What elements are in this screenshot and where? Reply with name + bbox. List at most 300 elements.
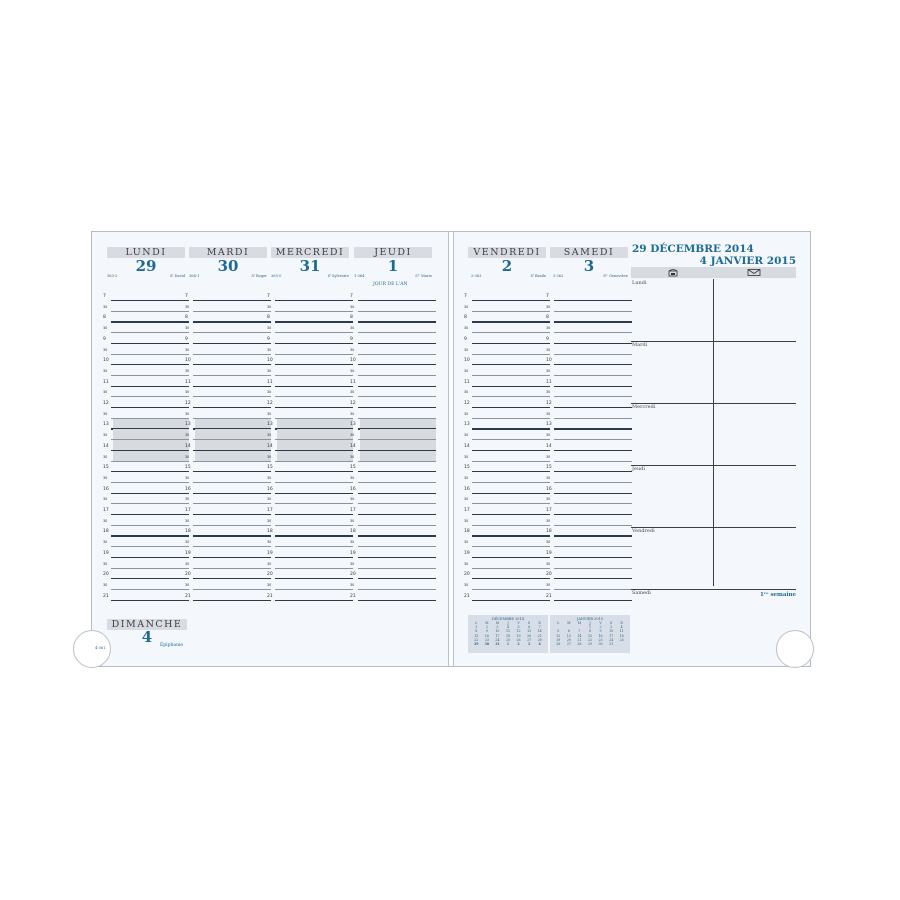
time-slot-line[interactable] xyxy=(275,546,353,547)
hour-label: 13 xyxy=(103,422,109,428)
time-slot-line[interactable] xyxy=(554,461,632,462)
time-slot-line[interactable] xyxy=(472,343,550,344)
time-slot-line[interactable] xyxy=(111,396,189,397)
time-slot-line[interactable] xyxy=(193,300,271,301)
mini-calendar-title: JANVIER 2015 xyxy=(576,617,604,621)
time-slot-line[interactable] xyxy=(111,557,189,558)
day-header-6: SAMEDI xyxy=(550,247,628,258)
mini-day: 2 xyxy=(517,642,520,647)
holiday-label: JOUR DE L'AN xyxy=(373,282,408,287)
mini-day: 6 xyxy=(528,625,531,630)
time-slot-line[interactable] xyxy=(275,332,353,333)
hour-label: 18 xyxy=(103,529,109,535)
mini-day: 31 xyxy=(609,642,614,647)
mini-calendar-title: DÉCEMBRE 2014 xyxy=(492,617,524,621)
time-slot-line[interactable] xyxy=(358,300,436,301)
time-slot-line[interactable] xyxy=(358,354,436,355)
mini-weekday: M xyxy=(577,621,582,625)
time-slot-line[interactable] xyxy=(358,332,436,333)
planner-spread xyxy=(91,231,811,667)
mini-day: 3 xyxy=(496,625,499,630)
mini-day: 11 xyxy=(619,629,624,634)
time-slot-line[interactable] xyxy=(275,461,353,462)
saint-name: Sᵗ Sylvestre xyxy=(327,274,349,278)
hour-label: 30 xyxy=(103,433,108,438)
mini-day: 31 xyxy=(495,642,500,647)
time-slot-line[interactable] xyxy=(275,343,353,344)
time-slot-line[interactable] xyxy=(111,343,189,344)
time-slot-line[interactable] xyxy=(358,525,436,526)
hour-label: 30 xyxy=(546,561,551,566)
time-slot-line[interactable] xyxy=(193,321,271,322)
time-slot-line[interactable] xyxy=(111,311,189,312)
time-slot-line[interactable] xyxy=(111,535,189,536)
time-slot-line[interactable] xyxy=(111,525,189,526)
hour-label: 8 xyxy=(103,315,106,321)
time-slot-line[interactable] xyxy=(275,482,353,483)
time-slot-line[interactable] xyxy=(275,514,353,515)
mini-day: 1 xyxy=(588,625,591,630)
time-slot-line[interactable] xyxy=(472,300,550,301)
hour-label: 18 xyxy=(350,529,356,535)
time-slot-line[interactable] xyxy=(193,311,271,312)
hour-label: 18 xyxy=(267,529,273,535)
hour-label: 30 xyxy=(464,518,469,523)
time-slot-line[interactable] xyxy=(111,386,189,387)
time-slot-line[interactable] xyxy=(358,493,436,494)
hour-label: 30 xyxy=(546,433,551,438)
time-slot-line[interactable] xyxy=(554,439,632,440)
day-number: 2 xyxy=(501,257,513,275)
mini-day: 2 xyxy=(599,625,602,630)
time-slot-line[interactable] xyxy=(275,503,353,504)
time-slot-line[interactable] xyxy=(193,354,271,355)
mini-day: 29 xyxy=(587,642,592,647)
time-slot-line[interactable] xyxy=(472,493,550,494)
time-slot-line[interactable] xyxy=(554,503,632,504)
time-slot-line[interactable] xyxy=(472,354,550,355)
time-slot-line[interactable] xyxy=(193,568,271,569)
hour-label: 8 xyxy=(350,315,353,321)
time-slot-line[interactable] xyxy=(358,321,436,322)
mini-day: 11 xyxy=(505,629,510,634)
time-slot-line[interactable] xyxy=(111,375,189,376)
day-header-sunday: DIMANCHE xyxy=(107,619,187,630)
hour-label: 8 xyxy=(185,315,188,321)
time-slot-line[interactable] xyxy=(193,482,271,483)
week-day-label: Jeudi xyxy=(632,466,645,472)
hour-label: 30 xyxy=(185,411,190,416)
time-slot-line[interactable] xyxy=(554,525,632,526)
hour-label: 17 xyxy=(103,508,109,513)
mini-day: 14 xyxy=(577,633,582,638)
time-slot-line[interactable] xyxy=(275,354,353,355)
time-slot-line[interactable] xyxy=(554,343,632,344)
mini-day: 15 xyxy=(587,633,592,638)
hour-label: 16 xyxy=(185,486,191,492)
time-slot-line[interactable] xyxy=(472,407,550,408)
mini-day: 25 xyxy=(505,637,510,642)
hour-label: 14 xyxy=(103,443,109,449)
time-slot-line[interactable] xyxy=(554,321,632,322)
day-number: 31 xyxy=(299,257,321,275)
mini-day: 29 xyxy=(474,642,479,647)
time-slot-line[interactable] xyxy=(358,461,436,462)
time-slot-line[interactable] xyxy=(358,557,436,558)
time-slot-line[interactable] xyxy=(275,557,353,558)
time-slot-line[interactable] xyxy=(554,300,632,301)
mini-day: 19 xyxy=(516,633,521,638)
mini-day: 13 xyxy=(566,633,571,638)
time-slot-line[interactable] xyxy=(111,493,189,494)
hour-label: 8 xyxy=(464,315,467,321)
hour-label: 13 xyxy=(350,422,356,428)
time-slot-line[interactable] xyxy=(193,386,271,387)
time-slot-line[interactable] xyxy=(275,321,353,322)
time-slot-line[interactable] xyxy=(358,578,436,579)
hour-label: 30 xyxy=(464,454,469,459)
mini-weekday: M xyxy=(495,621,500,625)
hour-label: 30 xyxy=(464,582,469,587)
time-slot-line[interactable] xyxy=(554,364,632,365)
time-slot-line[interactable] xyxy=(275,600,353,601)
time-slot-line[interactable] xyxy=(193,493,271,494)
hour-label: 20 xyxy=(546,572,552,578)
day-header-2: MARDI xyxy=(189,247,267,258)
time-slot-line[interactable] xyxy=(193,375,271,376)
time-slot-line[interactable] xyxy=(554,471,632,472)
time-slot-line[interactable] xyxy=(111,321,189,322)
time-slot-line[interactable] xyxy=(472,364,550,365)
hour-label: 30 xyxy=(185,368,190,373)
time-slot-line[interactable] xyxy=(554,418,632,419)
time-slot-line[interactable] xyxy=(275,386,353,387)
time-slot-line[interactable] xyxy=(472,514,550,515)
hour-label: 11 xyxy=(185,379,191,385)
time-slot-line[interactable] xyxy=(193,514,271,515)
week-row-divider xyxy=(631,589,796,590)
time-slot-line[interactable] xyxy=(554,589,632,590)
hour-label: 30 xyxy=(350,326,355,331)
hour-label: 16 xyxy=(267,486,273,492)
time-slot-line[interactable] xyxy=(554,386,632,387)
time-slot-line[interactable] xyxy=(554,311,632,312)
week-day-label: Mardi xyxy=(632,342,648,348)
time-slot-line[interactable] xyxy=(554,600,632,601)
saint-name: Sᵗᵉ Marie xyxy=(415,274,432,278)
mini-day: 3 xyxy=(527,642,531,647)
time-slot-line[interactable] xyxy=(193,471,271,472)
hour-label: 30 xyxy=(267,475,272,480)
time-slot-line[interactable] xyxy=(111,332,189,333)
time-slot-line[interactable] xyxy=(472,525,550,526)
mini-day: 4 xyxy=(620,625,623,630)
hour-label: 15 xyxy=(103,465,109,471)
time-slot-line[interactable] xyxy=(111,364,189,365)
time-slot-line[interactable] xyxy=(193,407,271,408)
time-slot-line[interactable] xyxy=(111,503,189,504)
time-slot-line[interactable] xyxy=(275,375,353,376)
hour-label: 21 xyxy=(103,593,109,599)
time-slot-line[interactable] xyxy=(554,396,632,397)
time-slot-line[interactable] xyxy=(275,311,353,312)
time-slot-line[interactable] xyxy=(472,589,550,590)
time-slot-line[interactable] xyxy=(472,439,550,440)
time-slot-line[interactable] xyxy=(358,600,436,601)
mini-day: 20 xyxy=(527,633,532,638)
time-slot-line[interactable] xyxy=(554,482,632,483)
time-slot-line[interactable] xyxy=(554,332,632,333)
hour-label: 30 xyxy=(185,347,190,352)
hour-label: 30 xyxy=(350,582,355,587)
time-slot-line[interactable] xyxy=(358,386,436,387)
time-slot-line[interactable] xyxy=(275,535,353,536)
hour-label: 30 xyxy=(103,347,108,352)
time-slot-line[interactable] xyxy=(554,493,632,494)
time-slot-line[interactable] xyxy=(358,546,436,547)
hour-label: 30 xyxy=(267,497,272,502)
mini-day: 21 xyxy=(537,633,542,638)
time-slot-line[interactable] xyxy=(358,471,436,472)
time-slot-line[interactable] xyxy=(111,600,189,601)
mini-day: 25 xyxy=(619,637,624,642)
time-slot-line[interactable] xyxy=(275,589,353,590)
time-slot-line[interactable] xyxy=(472,535,550,536)
time-slot-line[interactable] xyxy=(358,311,436,312)
hour-label: 30 xyxy=(103,304,108,309)
time-slot-line[interactable] xyxy=(554,514,632,515)
time-slot-line[interactable] xyxy=(358,482,436,483)
time-slot-line[interactable] xyxy=(554,568,632,569)
hour-label: 15 xyxy=(267,465,273,471)
hour-label: 9 xyxy=(546,336,549,342)
saint-name: Sᵗᵉ Geneviève xyxy=(603,274,628,278)
time-slot-line[interactable] xyxy=(193,525,271,526)
hour-label: 19 xyxy=(267,550,273,556)
time-slot-line[interactable] xyxy=(554,546,632,547)
mini-day: 3 xyxy=(610,625,613,630)
time-slot-line[interactable] xyxy=(275,300,353,301)
mini-day: 1 xyxy=(506,642,510,647)
time-slot-line[interactable] xyxy=(193,503,271,504)
time-slot-line[interactable] xyxy=(472,568,550,569)
time-slot-line[interactable] xyxy=(358,343,436,344)
time-slot-line[interactable] xyxy=(554,375,632,376)
hour-label: 30 xyxy=(546,326,551,331)
time-slot-line[interactable] xyxy=(554,535,632,536)
time-slot-line[interactable] xyxy=(111,471,189,472)
hour-label: 30 xyxy=(350,540,355,545)
time-slot-line[interactable] xyxy=(472,386,550,387)
time-slot-line[interactable] xyxy=(275,568,353,569)
hour-label: 21 xyxy=(185,593,191,599)
time-slot-line[interactable] xyxy=(111,407,189,408)
time-slot-line[interactable] xyxy=(472,471,550,472)
time-slot-line[interactable] xyxy=(111,514,189,515)
week-title-start: 29 DÉCEMBRE 2014 xyxy=(632,243,754,255)
time-slot-line[interactable] xyxy=(472,418,550,419)
time-slot-line[interactable] xyxy=(554,557,632,558)
mini-day: 17 xyxy=(609,633,614,638)
time-slot-line[interactable] xyxy=(275,578,353,579)
time-slot-line[interactable] xyxy=(358,364,436,365)
hour-label: 30 xyxy=(350,347,355,352)
time-slot-line[interactable] xyxy=(358,514,436,515)
time-slot-line[interactable] xyxy=(472,600,550,601)
mini-day xyxy=(617,642,626,646)
time-slot-line[interactable] xyxy=(111,300,189,301)
hour-label: 30 xyxy=(350,304,355,309)
time-slot-line[interactable] xyxy=(554,354,632,355)
time-slot-line[interactable] xyxy=(358,589,436,590)
hour-label: 30 xyxy=(350,368,355,373)
hour-label: 20 xyxy=(185,572,191,578)
hour-label: 17 xyxy=(350,508,356,513)
time-slot-line[interactable] xyxy=(472,321,550,322)
time-slot-line[interactable] xyxy=(193,396,271,397)
time-slot-line[interactable] xyxy=(193,461,271,462)
time-slot-line[interactable] xyxy=(111,482,189,483)
hour-label: 12 xyxy=(464,401,470,406)
time-slot-line[interactable] xyxy=(554,428,632,429)
hour-label: 12 xyxy=(350,401,356,406)
hour-label: 30 xyxy=(185,518,190,523)
hour-label: 21 xyxy=(464,593,470,599)
saint-name: Épiphanie xyxy=(160,643,184,648)
time-slot-line[interactable] xyxy=(193,332,271,333)
mini-day: 24 xyxy=(495,637,500,642)
hour-label: 8 xyxy=(546,315,549,321)
hour-label: 7 xyxy=(185,294,188,299)
hour-label: 30 xyxy=(546,347,551,352)
hour-label: 30 xyxy=(464,497,469,502)
saint-name: Sᵗ Roger xyxy=(251,274,267,278)
time-slot-line[interactable] xyxy=(111,354,189,355)
mini-day: 30 xyxy=(484,642,490,647)
hour-label: 19 xyxy=(185,550,191,556)
time-slot-line[interactable] xyxy=(472,428,550,429)
hour-label: 15 xyxy=(464,465,470,471)
hour-label: 30 xyxy=(464,326,469,331)
time-slot-line[interactable] xyxy=(358,375,436,376)
time-slot-line[interactable] xyxy=(554,578,632,579)
time-slot-line[interactable] xyxy=(111,568,189,569)
mini-day: 9 xyxy=(485,629,488,634)
hour-label: 30 xyxy=(546,540,551,545)
mini-weekday: D xyxy=(620,621,623,625)
hour-label: 15 xyxy=(546,465,552,471)
hour-label: 16 xyxy=(103,486,109,492)
time-slot-line[interactable] xyxy=(554,450,632,451)
mini-day: 27 xyxy=(566,642,571,647)
time-slot-line[interactable] xyxy=(472,546,550,547)
mini-day: 23 xyxy=(484,637,489,642)
hour-label: 30 xyxy=(267,582,272,587)
time-slot-line[interactable] xyxy=(193,557,271,558)
time-slot-line[interactable] xyxy=(193,546,271,547)
hour-label: 30 xyxy=(103,540,108,545)
hour-label: 16 xyxy=(546,486,552,492)
time-slot-line[interactable] xyxy=(275,471,353,472)
hour-label: 18 xyxy=(546,529,552,535)
hour-label: 9 xyxy=(103,336,106,342)
time-slot-line[interactable] xyxy=(472,311,550,312)
week-day-label: Mercredi xyxy=(632,404,656,410)
time-slot-line[interactable] xyxy=(472,450,550,451)
time-slot-line[interactable] xyxy=(193,343,271,344)
mini-day: 4 xyxy=(506,625,509,630)
hour-label: 30 xyxy=(103,368,108,373)
time-slot-line[interactable] xyxy=(193,364,271,365)
time-slot-line[interactable] xyxy=(193,535,271,536)
time-slot-line[interactable] xyxy=(111,461,189,462)
hour-label: 30 xyxy=(546,411,551,416)
time-slot-line[interactable] xyxy=(358,535,436,536)
week-number: 1ʳᵉ semaine xyxy=(760,592,797,598)
time-slot-line[interactable] xyxy=(358,396,436,397)
mini-weekday: J xyxy=(507,621,509,625)
hour-label: 30 xyxy=(464,347,469,352)
time-slot-line[interactable] xyxy=(193,600,271,601)
mini-day: 18 xyxy=(619,633,624,638)
day-count: 363-2 xyxy=(107,274,118,278)
time-slot-line[interactable] xyxy=(275,407,353,408)
time-slot-line[interactable] xyxy=(358,503,436,504)
time-slot-line[interactable] xyxy=(111,546,189,547)
time-slot-line[interactable] xyxy=(111,589,189,590)
week-day-label: Lundi xyxy=(632,280,647,286)
hour-label: 30 xyxy=(350,411,355,416)
mini-weekday: S xyxy=(528,621,531,625)
hour-label: 19 xyxy=(103,550,109,556)
hour-label: 10 xyxy=(267,358,273,364)
time-slot-line[interactable] xyxy=(193,589,271,590)
time-slot-line[interactable] xyxy=(472,503,550,504)
time-slot-line[interactable] xyxy=(275,364,353,365)
page-corner-right xyxy=(776,630,814,668)
time-slot-line[interactable] xyxy=(554,407,632,408)
time-slot-line[interactable] xyxy=(472,332,550,333)
hour-label: 17 xyxy=(464,508,470,513)
time-slot-line[interactable] xyxy=(111,578,189,579)
time-slot-line[interactable] xyxy=(472,482,550,483)
mini-day: 16 xyxy=(598,633,603,638)
time-slot-line[interactable] xyxy=(193,578,271,579)
hour-label: 7 xyxy=(350,294,353,299)
time-slot-line[interactable] xyxy=(472,461,550,462)
hour-label: 12 xyxy=(267,401,273,406)
time-slot-line[interactable] xyxy=(275,493,353,494)
time-slot-line[interactable] xyxy=(472,396,550,397)
time-slot-line[interactable] xyxy=(358,568,436,569)
hour-label: 30 xyxy=(350,475,355,480)
mini-day: 27 xyxy=(527,637,532,642)
time-slot-line[interactable] xyxy=(472,375,550,376)
time-slot-line[interactable] xyxy=(275,396,353,397)
time-slot-line[interactable] xyxy=(472,578,550,579)
hour-label: 9 xyxy=(185,336,188,342)
hour-label: 7 xyxy=(464,294,467,299)
time-slot-line[interactable] xyxy=(472,557,550,558)
hour-label: 30 xyxy=(350,433,355,438)
hour-label: 17 xyxy=(185,508,191,513)
mini-calendar-week xyxy=(468,642,548,646)
time-slot-line[interactable] xyxy=(358,407,436,408)
hour-label: 30 xyxy=(350,518,355,523)
day-count: 1-364 xyxy=(354,274,365,278)
time-slot-line[interactable] xyxy=(275,525,353,526)
hour-label: 30 xyxy=(464,540,469,545)
